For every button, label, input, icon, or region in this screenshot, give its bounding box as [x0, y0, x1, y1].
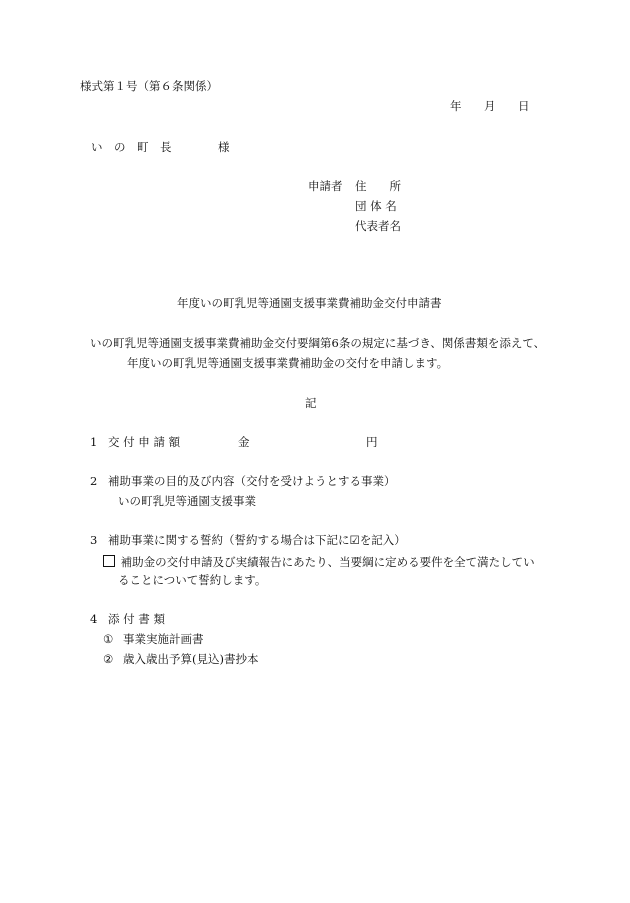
checked-box-icon: ☑: [349, 533, 360, 547]
item-3-label-post: を記入）: [359, 533, 406, 547]
date-day: 日: [518, 99, 530, 113]
attachment-text: 歳入歳出予算(見込)書抄本: [122, 652, 259, 666]
addressee-name: い の 町 長: [91, 140, 172, 154]
circled-number-2: ②: [103, 652, 114, 666]
item-3-label-pre: 補助事業に関する誓約（誓約する場合は下記に: [108, 533, 350, 547]
pledge-line-1: [103, 555, 535, 569]
applicant-label: 申請者: [308, 179, 343, 193]
attachment-item: [103, 654, 258, 666]
representative-label: 代表者名: [355, 219, 401, 233]
item-4-number: 4: [90, 612, 98, 626]
item-3-number: 3: [90, 533, 98, 547]
pledge-checkbox[interactable]: [103, 555, 115, 567]
intro-line-2: 年度いの町乳児等通園支援事業費補助金の交付を申請します。: [127, 356, 449, 370]
date-month: 月: [484, 99, 496, 113]
ki-heading: 記: [305, 396, 317, 410]
item-2-value: いの町乳児等通園支援事業: [118, 494, 256, 508]
form-number: 様式第１号（第６条関係）: [80, 79, 218, 93]
item-1-currency: 金: [238, 435, 250, 449]
item-1-label: 交 付 申 請 額: [108, 435, 181, 449]
item-4-label: 添 付 書 類: [108, 612, 165, 626]
pledge-line-2: ることについて誓約します。: [118, 573, 267, 587]
item-1-number: 1: [90, 435, 98, 449]
address-label: 住 所: [355, 179, 401, 193]
addressee-honorific: 様: [218, 140, 230, 154]
attachment-item: [103, 634, 203, 646]
org-name-label: 団 体 名: [355, 199, 397, 213]
pledge-text-1: 補助金の交付申請及び実績報告にあたり、当要綱に定める要件を全て満たしてい: [120, 555, 535, 569]
item-3-label: [108, 535, 406, 547]
attachment-text: 事業実施計画書: [122, 632, 204, 646]
item-2-number: 2: [90, 474, 98, 488]
item-1-unit: 円: [366, 435, 378, 449]
intro-line-1: いの町乳児等通園支援事業費補助金交付要綱第6条の規定に基づき、関係書類を添えて、: [90, 336, 546, 350]
item-2-label: 補助事業の目的及び内容（交付を受けようとする事業）: [108, 474, 396, 488]
document-title: 年度いの町乳児等通園支援事業費補助金交付申請書: [177, 296, 442, 310]
circled-number-1: ①: [103, 632, 114, 646]
date-year: 年: [450, 99, 462, 113]
